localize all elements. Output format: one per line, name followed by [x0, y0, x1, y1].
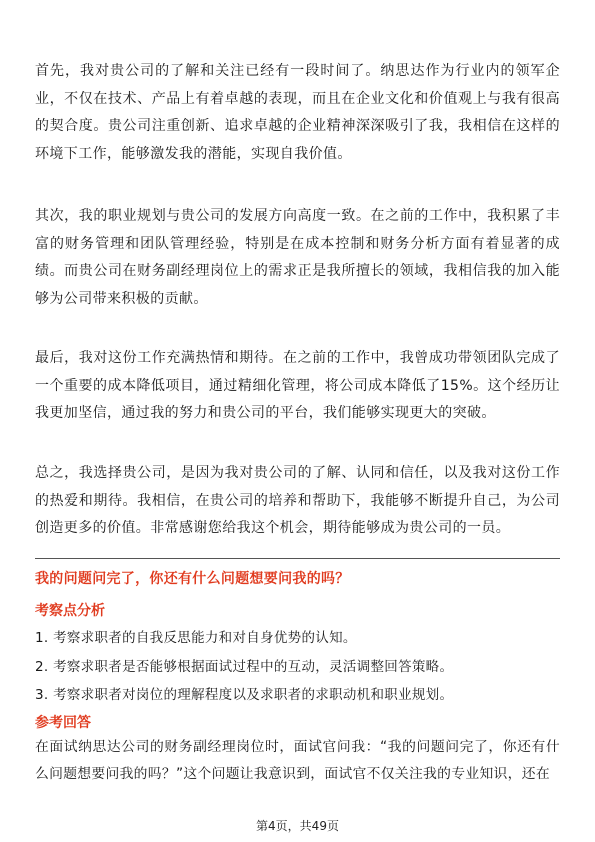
- reference-heading: 参考回答: [35, 715, 91, 731]
- analysis-item-3: 3. 考察求职者对岗位的理解程度以及求职者的求职动机和职业规划。: [35, 687, 454, 703]
- analysis-item-1: 1. 考察求职者的自我反思能力和对自身优势的认知。: [35, 630, 357, 646]
- interview-question: 我的问题问完了，你还有什么问题想要问我的吗？: [35, 571, 350, 587]
- section-divider: [35, 558, 560, 559]
- paragraph-3: 最后，我对这份工作充满热情和期待。在之前的工作中，我曾成功带领团队完成了一个重要的成本降低项目，通过精细化管理，将公司成本降低了15%。这个经历让我更加坚信，通过我的努力和贵公司的平台，我们能够实现更大的突破。: [35, 350, 560, 421]
- paragraph-2: 其次，我的职业规划与贵公司的发展方向高度一致。在之前的工作中，我积累了丰富的财务管理和团队管理经验，特别是在成本控制和财务分析方面有着显著的成绩。而贵公司在财务副经理岗位上的需求正是我所擅长的领域，我相信我的加入能够为公司带来积极的贡献。: [35, 208, 560, 307]
- analysis-item-2: 2. 考察求职者是否能够根据面试过程中的互动，灵活调整回答策略。: [35, 659, 454, 675]
- analysis-heading: 考察点分析: [35, 603, 105, 619]
- paragraph-4: 总之，我选择贵公司，是因为我对贵公司的了解、认同和信任，以及我对这份工作的热爱和期待。我相信，在贵公司的培养和帮助下，我能够不断提升自己，为公司创造更多的价值。非常感谢您给我这个机会，期待能够成为贵公司的一员。: [35, 465, 560, 536]
- page-number: 第4页，共49页: [256, 819, 339, 833]
- paragraph-1: 首先，我对贵公司的了解和关注已经有一段时间了。纳思达作为行业内的领军企业，不仅在技术、产品上有着卓越的表现，而且在企业文化和价值观上与我有很高的契合度。贵公司注重创新、追求卓越的企业精神深深吸引了我，我相信在这样的环境下工作，能够激发我的潜能，实现自我价值。: [35, 63, 560, 162]
- reference-answer: 在面试纳思达公司的财务副经理岗位时，面试官问我：“我的问题问完了，你还有什么问题想要问我的吗？”这个问题让我意识到，面试官不仅关注我的专业知识，还在: [35, 739, 560, 782]
